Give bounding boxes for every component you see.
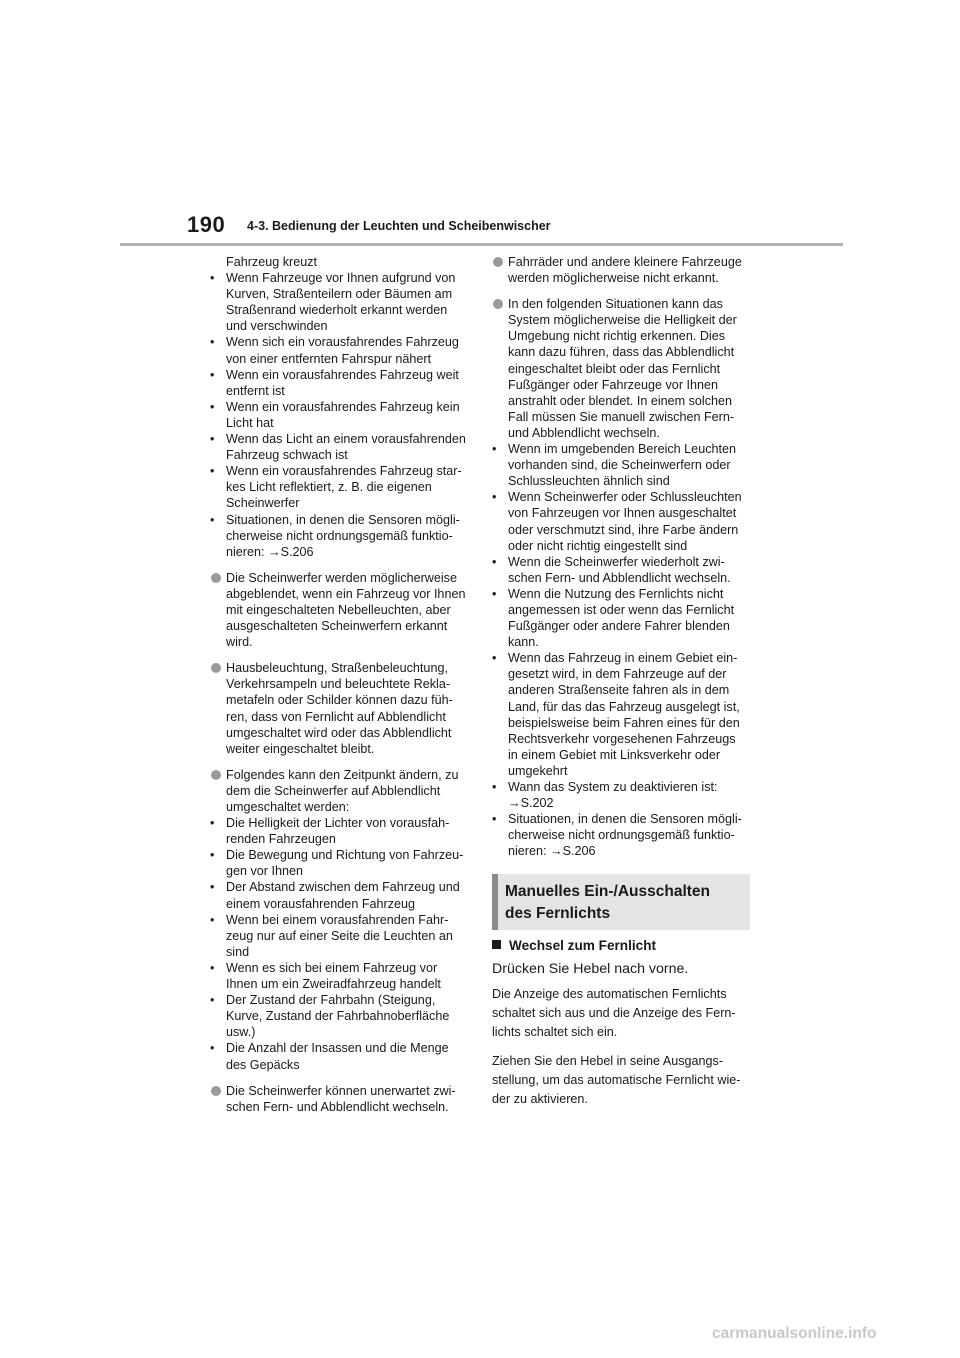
section-header — [492, 874, 750, 930]
text-line: Verkehrsampeln und beleuchtete Rekla- — [226, 677, 451, 692]
text-line: Hausbeleuchtung, Straßenbeleuchtung, — [226, 661, 448, 676]
list-marker: • — [492, 442, 497, 457]
list-item — [492, 586, 754, 650]
list-item — [210, 399, 472, 431]
list-marker: • — [210, 1041, 215, 1056]
list-marker: • — [210, 993, 215, 1008]
text-line: Die Scheinwerfer können unerwartet zwi- — [226, 1083, 456, 1098]
page-number: 190 — [187, 212, 226, 237]
list-item — [492, 554, 754, 586]
section-title-line: des Fernlichts — [505, 905, 611, 922]
subheading-text: Wechsel zum Fernlicht — [509, 938, 657, 953]
text-line: vorhanden sind, die Scheinwerfern oder — [508, 458, 731, 473]
list-marker: • — [210, 960, 215, 975]
list-item — [210, 960, 472, 992]
list-c — [492, 441, 754, 859]
text-line: schen Fern- und Abblendlicht wechseln. — [508, 570, 731, 585]
text-line: gesetzt wird, in dem Fahrzeuge auf der — [508, 667, 727, 682]
text-line: Fahrzeug kreuzt — [226, 255, 317, 269]
text-line: System möglicherweise die Helligkeit der — [508, 313, 737, 328]
bullet-dot-icon — [211, 573, 221, 583]
text-line: Rechtsverkehr vorgesehenen Fahrzeugs — [508, 731, 736, 746]
watermark: carmanualsonline.info — [712, 1325, 877, 1342]
text-line: stellung, um das automatische Fernlicht wie- — [492, 1073, 741, 1087]
text-line: ren, dass von Fernlicht auf Abblendlicht — [226, 709, 446, 724]
text-line: Land, für das das Fahrzeug ausgelegt ist, — [508, 699, 740, 714]
text-line: Ziehen Sie den Hebel in seine Ausgangs- — [492, 1054, 724, 1068]
text-line: zeug nur auf einer Seite die Leuchten an — [226, 928, 453, 943]
text-line: cherweise nicht ordnungsgemäß funktio- — [226, 528, 453, 543]
text-line: wird. — [226, 635, 253, 650]
section-title-line: Manuelles Ein-/Ausschalten — [505, 883, 710, 900]
text-line: nieren: →S.206 — [508, 844, 596, 859]
list-marker: • — [210, 512, 215, 527]
text-line: der zu aktivieren. — [492, 1092, 588, 1106]
text-line: →S.202 — [508, 796, 554, 811]
text-line: • Wenn die Nutzung des Fernlichts nicht — [492, 586, 724, 601]
list-item — [210, 512, 472, 560]
text-line: gen vor Ihnen — [226, 864, 304, 879]
text-line: Fußgänger oder Fahrzeuge vor Ihnen — [508, 377, 719, 392]
text-line: Schlussleuchten ähnlich sind — [508, 474, 670, 489]
text-line: • Wenn die Scheinwerfer wiederholt zwi- — [492, 554, 725, 569]
text-line: kann. — [508, 635, 539, 650]
text-line: • Wenn ein vorausfahrendes Fahrzeug star- — [210, 464, 462, 479]
bullet-paragraph — [210, 570, 472, 650]
bullet-paragraph — [210, 1083, 472, 1115]
right-column — [492, 254, 754, 859]
bullet-dot-icon — [211, 1086, 221, 1096]
intro-text — [210, 254, 472, 270]
left-column — [210, 254, 472, 1115]
text-line: anderen Straßenseite fahren als in dem — [508, 683, 730, 698]
list-marker: • — [492, 554, 497, 569]
text-line: angemessen ist oder wenn das Fernlicht — [508, 602, 735, 617]
list-marker: • — [210, 432, 215, 447]
text-line: • Wenn das Licht an einem vorausfahrenden — [210, 432, 466, 447]
list-marker: • — [210, 399, 215, 414]
text-line: • Wenn es sich bei einem Fahrzeug vor — [210, 960, 438, 975]
text-line: umgeschaltet werden: — [226, 800, 350, 814]
bullet-dot-icon — [211, 770, 221, 780]
list-marker: • — [210, 816, 215, 831]
list-marker: • — [210, 335, 215, 350]
text-line: renden Fahrzeugen — [226, 832, 336, 847]
note-paragraph — [492, 985, 754, 1042]
text-line: cherweise nicht ordnungsgemäß funktio- — [508, 828, 735, 843]
bullet-dot-icon — [493, 299, 503, 309]
text-line: nieren: →S.206 — [226, 544, 314, 559]
text-line: • Situationen, in denen die Sensoren mögli- — [492, 812, 742, 827]
text-line: einem vorausfahrenden Fahrzeug — [226, 896, 416, 911]
text-line: entfernt ist — [226, 383, 285, 398]
list-marker: • — [210, 848, 215, 863]
text-line: abgeblendet, wenn ein Fahrzeug vor Ihnen — [226, 586, 466, 601]
list-item — [210, 815, 472, 847]
text-line: usw.) — [226, 1025, 256, 1040]
list-marker: • — [210, 464, 215, 479]
list-item — [210, 879, 472, 911]
text-line: • Situationen, in denen die Sensoren mögli- — [210, 512, 460, 527]
list-item — [492, 650, 754, 779]
text-line: • Der Zustand der Fahrbahn (Steigung, — [210, 993, 436, 1008]
text-line: eingeschaltet bleibt oder das Fernlicht — [508, 361, 721, 376]
subheading — [492, 938, 656, 953]
text-line: von Fahrzeugen vor Ihnen ausgeschaltet — [508, 506, 737, 521]
list-item — [210, 1040, 472, 1072]
chapter-title: 4-3. Bedienung der Leuchten und Scheibenwischer — [247, 219, 551, 233]
text-line: mit eingeschalteten Nebelleuchten, aber — [226, 602, 451, 617]
list-marker: • — [492, 812, 497, 827]
list-item — [210, 463, 472, 511]
text-line: Fall müssen Sie manuell zwischen Fern- — [508, 409, 735, 424]
list-item — [210, 334, 472, 366]
list-b — [210, 815, 472, 1073]
text-line: Die Anzeige des automatischen Fernlichts — [492, 987, 727, 1001]
list-item — [492, 779, 754, 811]
note-paragraph — [492, 1052, 754, 1109]
text-line: beispielsweise beim Fahren eines für den — [508, 715, 740, 730]
bullet-paragraph — [210, 767, 472, 815]
list-item — [492, 441, 754, 489]
text-line: in einem Gebiet mit Linksverkehr oder — [508, 747, 721, 762]
text-line: von einer entfernten Fahrspur nähert — [226, 351, 432, 366]
bullet-dot-icon — [493, 257, 503, 267]
text-line: und Abblendlicht wechseln. — [508, 425, 660, 440]
text-line: • Wenn bei einem vorausfahrenden Fahr- — [210, 912, 449, 927]
list-item — [210, 431, 472, 463]
list-a — [210, 270, 472, 560]
text-line: werden möglicherweise nicht erkannt. — [508, 271, 719, 286]
bullet-dot-icon — [211, 663, 221, 673]
list-marker: • — [210, 367, 215, 382]
list-item — [492, 489, 754, 553]
list-marker: • — [210, 271, 215, 286]
text-line: Folgendes kann den Zeitpunkt ändern, zu — [226, 767, 459, 782]
list-marker: • — [492, 780, 497, 794]
instruction-text: Drücken Sie Hebel nach vorne. — [492, 961, 689, 977]
list-marker: • — [210, 880, 215, 895]
text-line: des Gepäcks — [226, 1057, 300, 1072]
text-line: schaltet sich aus und die Anzeige des Fern- — [492, 1006, 736, 1020]
text-line: Straßenrand wiederholt erkannt werden — [226, 303, 448, 318]
text-line: und verschwinden — [226, 319, 328, 334]
text-line: oder nicht richtig eingestellt sind — [508, 538, 688, 553]
text-line: kann dazu führen, dass das Abblendlicht — [508, 345, 735, 360]
header-rule — [120, 243, 843, 246]
text-line: Kurve, Zustand der Fahrbahnoberfläche — [226, 1009, 450, 1024]
text-line: Licht hat — [226, 415, 274, 430]
text-line: dem die Scheinwerfer auf Abblendlicht — [226, 783, 441, 798]
list-item — [492, 811, 754, 859]
text-line: kes Licht reflektiert, z. B. die eigenen — [226, 480, 432, 495]
text-line: umgeschaltet wird oder das Abblendlicht — [226, 725, 452, 740]
square-bullet-icon — [492, 940, 501, 949]
list-marker: • — [210, 912, 215, 927]
text-line: • Wenn Fahrzeuge vor Ihnen aufgrund von — [210, 271, 456, 286]
text-line: • Wenn im umgebenden Bereich Leuchten — [492, 442, 737, 457]
text-line: • Wenn ein vorausfahrendes Fahrzeug weit — [210, 367, 459, 382]
text-line: In den folgenden Situationen kann das — [508, 297, 723, 312]
text-line: Umgebung nicht richtig erkennen. Dies — [508, 329, 726, 344]
list-marker: • — [492, 651, 497, 666]
text-line: anstrahlt oder blendet. In einem solchen — [508, 393, 733, 408]
text-line: weiter eingeschaltet bleibt. — [226, 741, 375, 756]
text-line: • Die Bewegung und Richtung von Fahrzeu- — [210, 848, 464, 863]
list-item — [210, 367, 472, 399]
text-line: schen Fern- und Abblendlicht wechseln. — [226, 1099, 449, 1114]
text-line: Fahrzeug schwach ist — [226, 448, 348, 463]
text-line: • Wenn das Fahrzeug in einem Gebiet ein- — [492, 651, 738, 666]
text-line: • Wenn Scheinwerfer oder Schlussleuchten — [492, 490, 742, 505]
text-line: Fahrräder und andere kleinere Fahrzeuge — [508, 255, 742, 269]
list-marker: • — [492, 586, 497, 601]
list-item — [210, 912, 472, 960]
text-line: • Wann das System zu deaktivieren ist: — [492, 780, 718, 794]
list-item — [210, 270, 472, 334]
text-line: ausgeschalteten Scheinwerfern erkannt — [226, 619, 448, 634]
text-line: Die Scheinwerfer werden möglicherweise — [226, 570, 457, 585]
text-line: • Die Anzahl der Insassen und die Menge — [210, 1041, 449, 1056]
text-line: Ihnen um ein Zweiradfahrzeug handelt — [226, 977, 441, 992]
text-line: • Die Helligkeit der Lichter von vorausfah- — [210, 816, 450, 831]
text-line: sind — [226, 944, 250, 959]
bullet-paragraph — [492, 296, 754, 441]
text-line: • Wenn ein vorausfahrendes Fahrzeug kein — [210, 399, 460, 414]
text-line: umgekehrt — [508, 763, 568, 778]
text-line: • Der Abstand zwischen dem Fahrzeug und — [210, 880, 460, 895]
bullet-paragraph — [210, 660, 472, 757]
text-line: Scheinwerfer — [226, 496, 300, 511]
text-line: lichts schaltet sich ein. — [492, 1025, 618, 1039]
text-line: • Wenn sich ein vorausfahrendes Fahrzeug — [210, 335, 459, 350]
text-line: metafeln oder Schilder können dazu füh- — [226, 693, 453, 708]
list-marker: • — [492, 490, 497, 505]
list-item — [210, 847, 472, 879]
list-item — [210, 992, 472, 1040]
bullet-paragraph — [492, 254, 754, 286]
text-line: Fußgänger oder andere Fahrer blenden — [508, 619, 730, 634]
text-line: oder verschmutzt sind, ihre Farbe ändern — [508, 522, 739, 537]
text-line: Kurven, Straßenteilern oder Bäumen am — [226, 287, 453, 302]
